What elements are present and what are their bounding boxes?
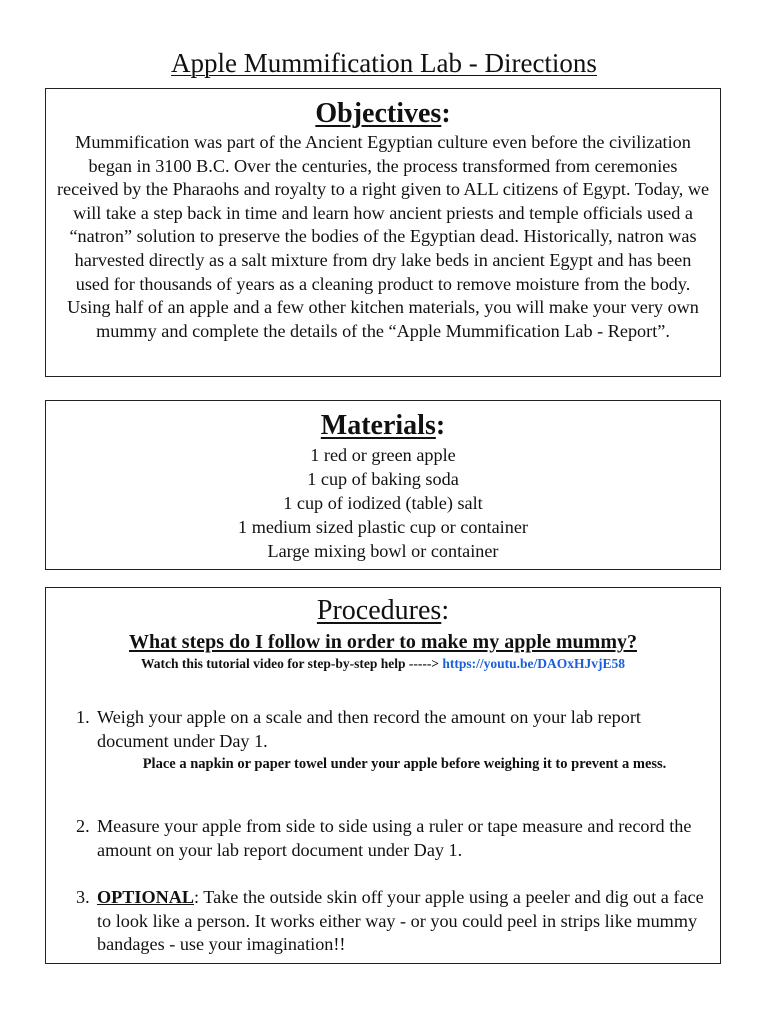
procedures-heading bbox=[46, 596, 720, 626]
page-title: Apple Mummification Lab - Directions bbox=[171, 48, 597, 78]
objectives-heading-colon: : bbox=[441, 98, 451, 129]
material-item: 1 red or green apple bbox=[310, 445, 456, 465]
video-help-text: Watch this tutorial video for step-by-step help -----> bbox=[140, 656, 440, 671]
procedures-heading-colon: : bbox=[441, 595, 450, 626]
objectives-text: Mummification was part of the Ancient Egyptian culture even before the civilization began in 3100 B.C. Over the centuries, the process transformed from ceremonies received by the Pharaohs and royalty to a right given to ALL citizens of Egypt. Today, we will take a step back in time and learn how ancient priests and temple officials used a “natron” solution to preserve the bodies of the Egyptian dead. Historically, natron was harvested directly as a salt mixture from dry lake beds in ancient Egypt and has been used for thousands of years as a cleaning product to remove moisture from the body. Using half of an apple and a few other kitchen materials, you will make your very own mummy and complete the details of the “Apple Mummification Lab - Report”. bbox=[56, 132, 710, 341]
materials-heading-text: Materials bbox=[320, 410, 436, 441]
materials-heading bbox=[46, 411, 720, 441]
step-text: : Take the outside skin off your apple using a peeler and dig out a face to look like a person. It works either way - or you could peel in strips like mummy bandages - use your imagination!! bbox=[97, 887, 704, 954]
material-item: 1 cup of baking soda bbox=[307, 469, 459, 489]
procedures-question: What steps do I follow in order to make my apple mummy? bbox=[129, 631, 637, 653]
material-item: 1 cup of iodized (table) salt bbox=[283, 493, 483, 513]
procedures-section bbox=[45, 587, 721, 964]
materials-heading-colon: : bbox=[435, 410, 446, 441]
step-text: Weigh your apple on a scale and then record the amount on your lab report document under Day 1. bbox=[97, 707, 641, 751]
step-number: 3. bbox=[76, 887, 90, 907]
step-note: Place a napkin or paper towel under your apple before weighing it to prevent a mess. bbox=[142, 756, 667, 772]
material-item: Large mixing bowl or container bbox=[267, 541, 499, 561]
step-optional-label: OPTIONAL bbox=[97, 887, 195, 907]
procedures-heading-text: Procedures bbox=[316, 595, 442, 626]
step-number: 1. bbox=[76, 707, 90, 727]
step-text: Measure your apple from side to side using a ruler or tape measure and record the amount on your lab report document under Day 1. bbox=[97, 816, 692, 860]
material-item: 1 medium sized plastic cup or container bbox=[238, 517, 528, 537]
tutorial-video-link[interactable]: https://youtu.be/DAOxHJvjE58 bbox=[442, 656, 626, 671]
objectives-section bbox=[45, 88, 721, 377]
step-number: 2. bbox=[76, 816, 90, 836]
objectives-heading-text: Objectives bbox=[315, 98, 442, 129]
objectives-heading bbox=[46, 99, 720, 129]
materials-section bbox=[45, 400, 721, 570]
materials-list bbox=[46, 443, 720, 563]
video-help-line bbox=[46, 656, 720, 672]
